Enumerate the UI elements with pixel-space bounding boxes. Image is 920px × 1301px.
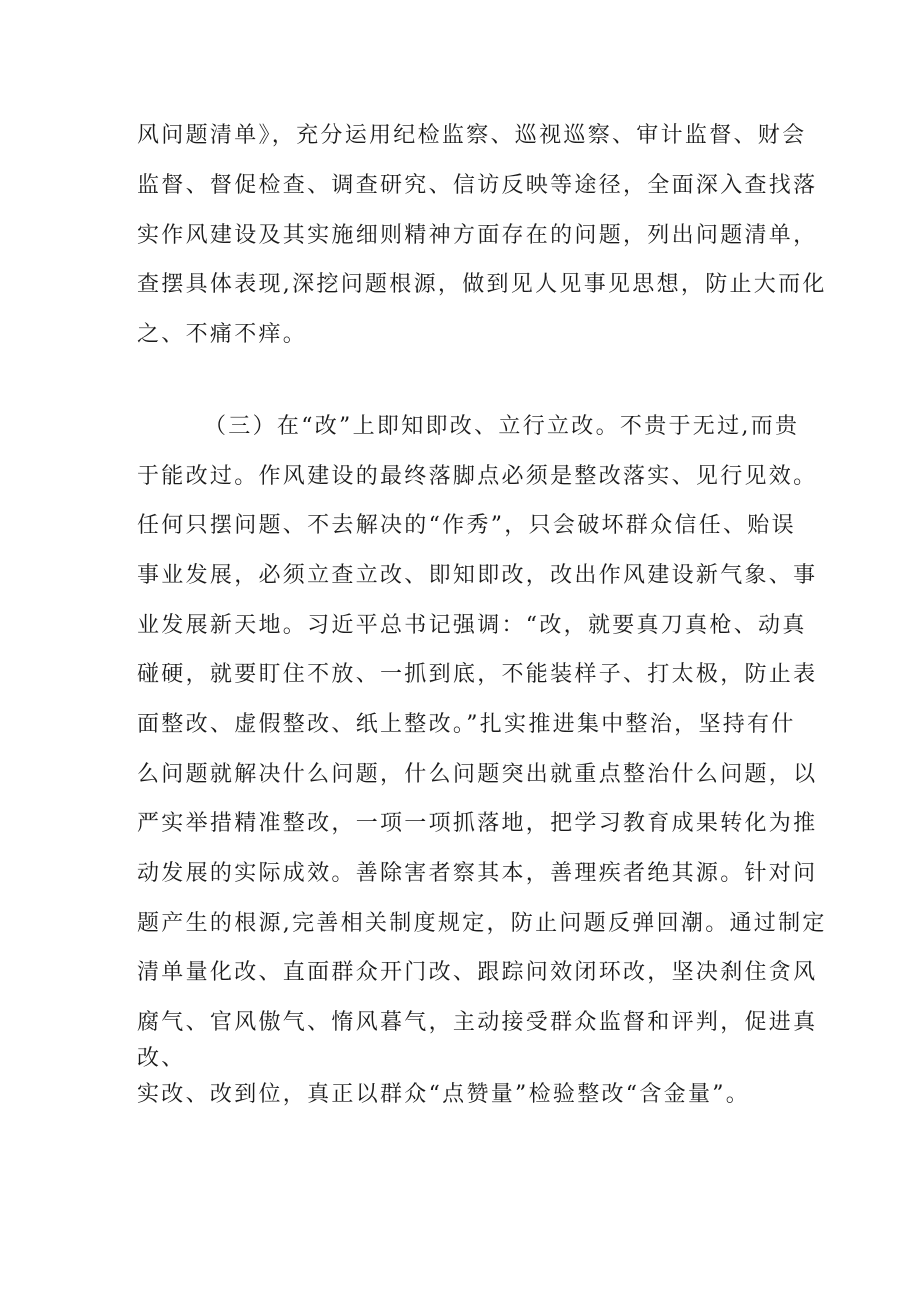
text-line: 面整改、虚假整改、纸上整改。”扎实推进集中整治，坚持有什 (137, 712, 796, 737)
text-line: 改、 (137, 1046, 186, 1071)
text-line: 之、不痛不痒。 (137, 322, 308, 347)
text-line: 风问题清单》，充分运用纪检监察、巡视巡察、审计监督、财会 (137, 123, 807, 148)
text-line: 腐气、官风傲气、惰风暮气，主动接受群众监督和评判，促进真 (137, 1010, 818, 1035)
text-line: 业发展新天地。习近平总书记强调：“改，就要真刀真枪、动真 (137, 613, 807, 638)
text-line: 于能改过。作风建设的最终落脚点必须是整改落实、见行见效。 (137, 464, 818, 489)
text-line: 碰硬，就要盯住不放、一抓到底，不能装样子、打太极，防止表 (137, 662, 818, 687)
text-line: 任何只摆问题、不去解决的“作秀”，只会破坏群众信任、贻误 (137, 513, 796, 538)
section-heading-line: （三）在“改”上即知即改、立行立改。不贵于无过,而贵 (204, 414, 800, 439)
text-line: 清单量化改、直面群众开门改、跟踪问效闭环改，坚决刹住贪风 (137, 960, 818, 985)
text-line: 实作风建设及其实施细则精神方面存在的问题，列出问题清单， (137, 223, 818, 248)
text-line: 监督、督促检查、调查研究、信访反映等途径，全面深入查找落 (137, 173, 818, 198)
text-line: 题产生的根源,完善相关制度规定，防止问题反弹回潮。通过制定 (137, 911, 827, 936)
text-line: 实改、改到位，真正以群众“点赞量”检验整改“含金量”。 (137, 1082, 751, 1107)
text-line: 查摆具体表现,深挖问题根源，做到见人见事见思想，防止大而化 (137, 272, 827, 297)
text-line: 么问题就解决什么问题，什么问题突出就重点整治什么问题，以 (137, 762, 818, 787)
text-line: 动发展的实际成效。善除害者察其本，善理疾者绝其源。针对问 (137, 861, 818, 886)
text-line: 严实举措精准整改，一项一项抓落地，把学习教育成果转化为推 (137, 811, 818, 836)
text-line: 事业发展，必须立查立改、即知即改，改出作风建设新气象、事 (137, 563, 818, 588)
